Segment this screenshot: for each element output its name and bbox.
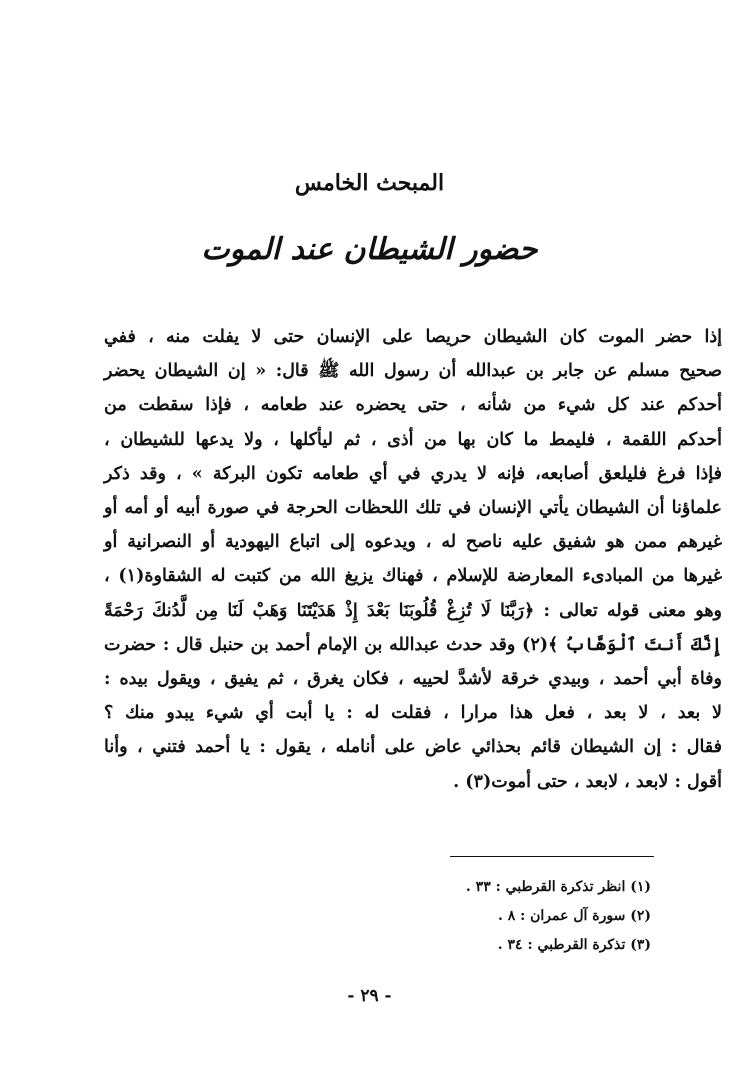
body-line: أحدكم عند كل شيء من شأنه ، حتى يحضره عند طعامه ، فإذا سقطت من (104, 395, 722, 416)
footnote-divider (450, 856, 654, 857)
body-line: فإذا فرغ فليلعق أصابعه، فإنه لا يدري في أي طعامه تكون البركة » ، وقد ذكر (104, 463, 722, 484)
body-line: صحيح مسلم عن جابر بن عبدالله أن رسول الله ﷺ قال: « إن الشيطان يحضر (104, 361, 722, 382)
body-line: فقال : إن الشيطان قائم بحذائي عاض على أنامله ، يقول : يا أحمد فتني ، وأنا (104, 737, 722, 758)
body-line: إذا حضر الموت كان الشيطان حريصا على الإنسان حتى لا يفلت منه ، ففي (104, 327, 722, 347)
chapter-title: المبحث الخامس (294, 170, 445, 196)
body-line: علماؤنا أن الشيطان يأتي الإنسان في تلك اللحظات الحرجة في صورة أبيه أو أمه أو (104, 498, 722, 519)
footnotes (251, 873, 651, 960)
footnote: (١) انظر تذكرة القرطبي : ٣٣ . (465, 879, 651, 895)
body-line: غيرهم ممن هو شفيق عليه ناصح له ، ويدعوه إلى اتباع اليهودية أو النصرانية أو (104, 532, 722, 553)
body-line: لا بعد ، لا بعد ، فعل هذا مرارا ، فقلت له : يا أبت أي شيء يبدو منك ؟ (104, 703, 722, 724)
body-line: أقول : لابعد ، لابعد ، حتى أموت(٣) . (453, 771, 722, 792)
body-text (104, 320, 722, 799)
footnote: (٢) سورة آل عمران : ٨ . (497, 908, 651, 924)
body-line: أحدكم اللقمة ، فليمط ما كان بها من أذى ، ثم ليأكلها ، ولا يدعها للشيطان ، (104, 429, 722, 450)
body-line: غيرها من المبادىء المعارضة للإسلام ، فهناك يزيغ الله من كتبت له الشقاوة(١) ، (104, 566, 722, 587)
body-line: وفاة أبي أحمد ، وبيدي خرقة لأشدَّ لحييه ، فكان يغرق ، ثم يفيق ، ويقول بيده : (104, 669, 722, 690)
page-number: - ٢٩ - (347, 986, 392, 1006)
quran-verse-line: إِنَّكَ أَنتَ ٱلْوَهَّابُ ﴾(٢) وقد حدث عبدالله بن الإمام أحمد بن حنبل قال : حضرت (104, 634, 722, 655)
section-subtitle: حضور الشيطان عند الموت (201, 232, 538, 267)
quran-verse-line: وهو معنى قوله تعالى : ﴿رَبَّنَا لَا تُزِغْ قُلُوبَنَا بَعْدَ إِذْ هَدَيْتَنَا وَهَبْ لَنَا مِن لَّدُنكَ رَحْمَةً (104, 600, 722, 621)
footnote: (٣) تذكرة القرطبي : ٣٤ . (497, 937, 651, 953)
